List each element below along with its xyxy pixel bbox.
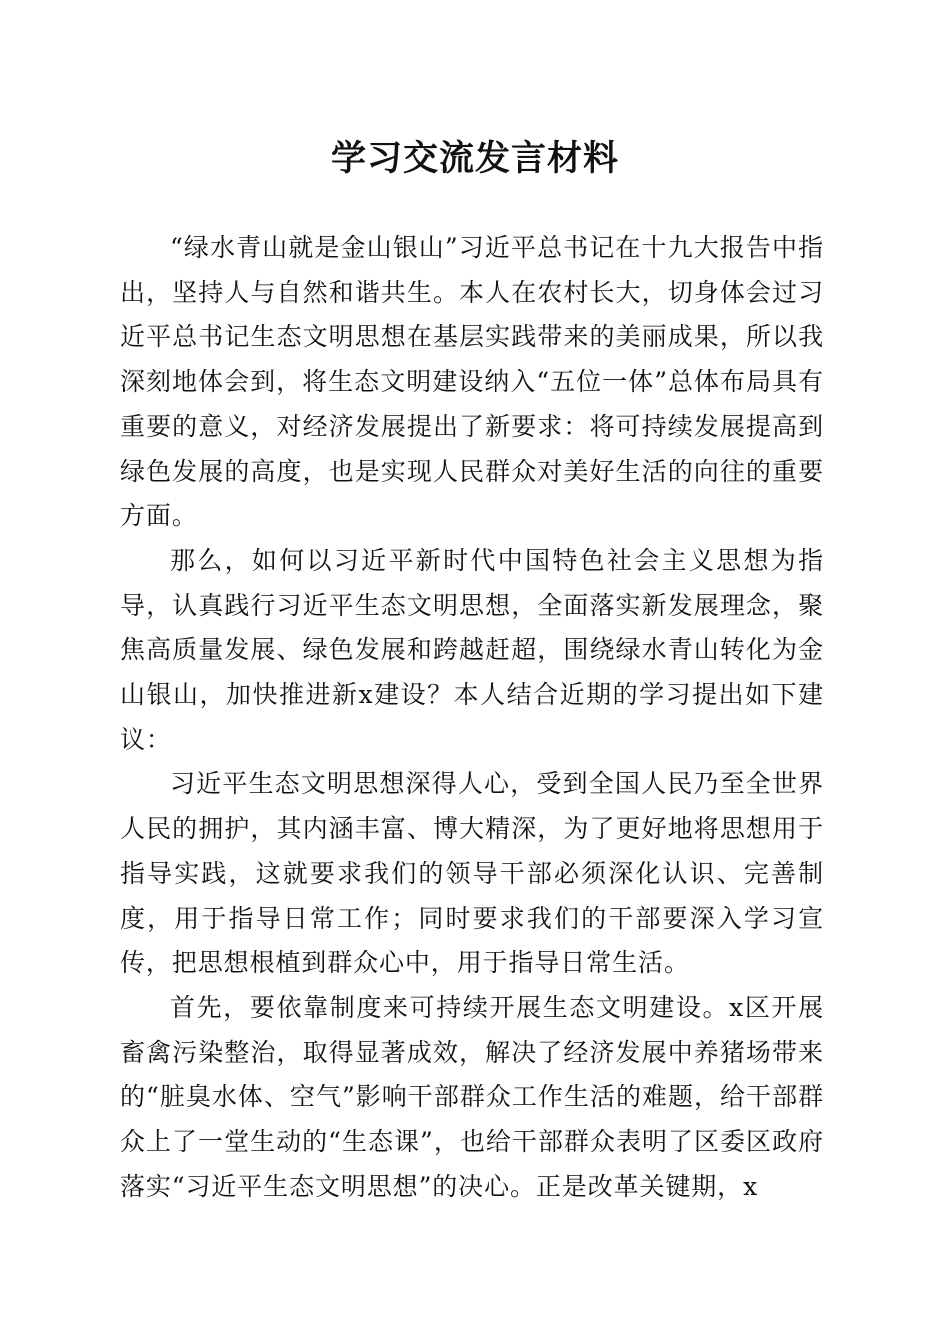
paragraph: 首先，要依靠制度来可持续开展生态文明建设。x区开展畜禽污染整治，取得显著成效，解决了经济发展中养猪场带来的“脏臭水体、空气”影响干部群众工作生活的难题，给干部群众上了一堂生动的“生态课”，也给干部群众表明了区委区政府落实“习近平生态文明思想”的决心。正是改革关键期，x [120, 992, 824, 1201]
paragraph: 那么，如何以习近平新时代中国特色社会主义思想为指导，认真践行习近平生态文明思想，全面落实新发展理念，聚焦高质量发展、绿色发展和跨越赶超，围绕绿水青山转化为金山银山，加快推进新x建设？本人结合近期的学习提出如下建议： [120, 545, 824, 754]
paragraph: “绿水青山就是金山银山”习近平总书记在十九大报告中指出，坚持人与自然和谐共生。本人在农村长大，切身体会过习近平总书记生态文明思想在基层实践带来的美丽成果，所以我深刻地体会到，将生态文明建设纳入“五位一体”总体布局具有重要的意义，对经济发展提出了新要求：将可持续发展提高到绿色发展的高度，也是实现人民群众对美好生活的向往的重要方面。 [120, 233, 824, 531]
document-body [120, 226, 824, 1209]
document-title: 学习交流发言材料 [330, 138, 619, 179]
paragraph: 习近平生态文明思想深得人心，受到全国人民乃至全世界人民的拥护，其内涵丰富、博大精深，为了更好地将思想用于指导实践，这就要求我们的领导干部必须深化认识、完善制度，用于指导日常工作；同时要求我们的干部要深入学习宣传，把思想根植到群众心中，用于指导日常生活。 [120, 769, 824, 978]
